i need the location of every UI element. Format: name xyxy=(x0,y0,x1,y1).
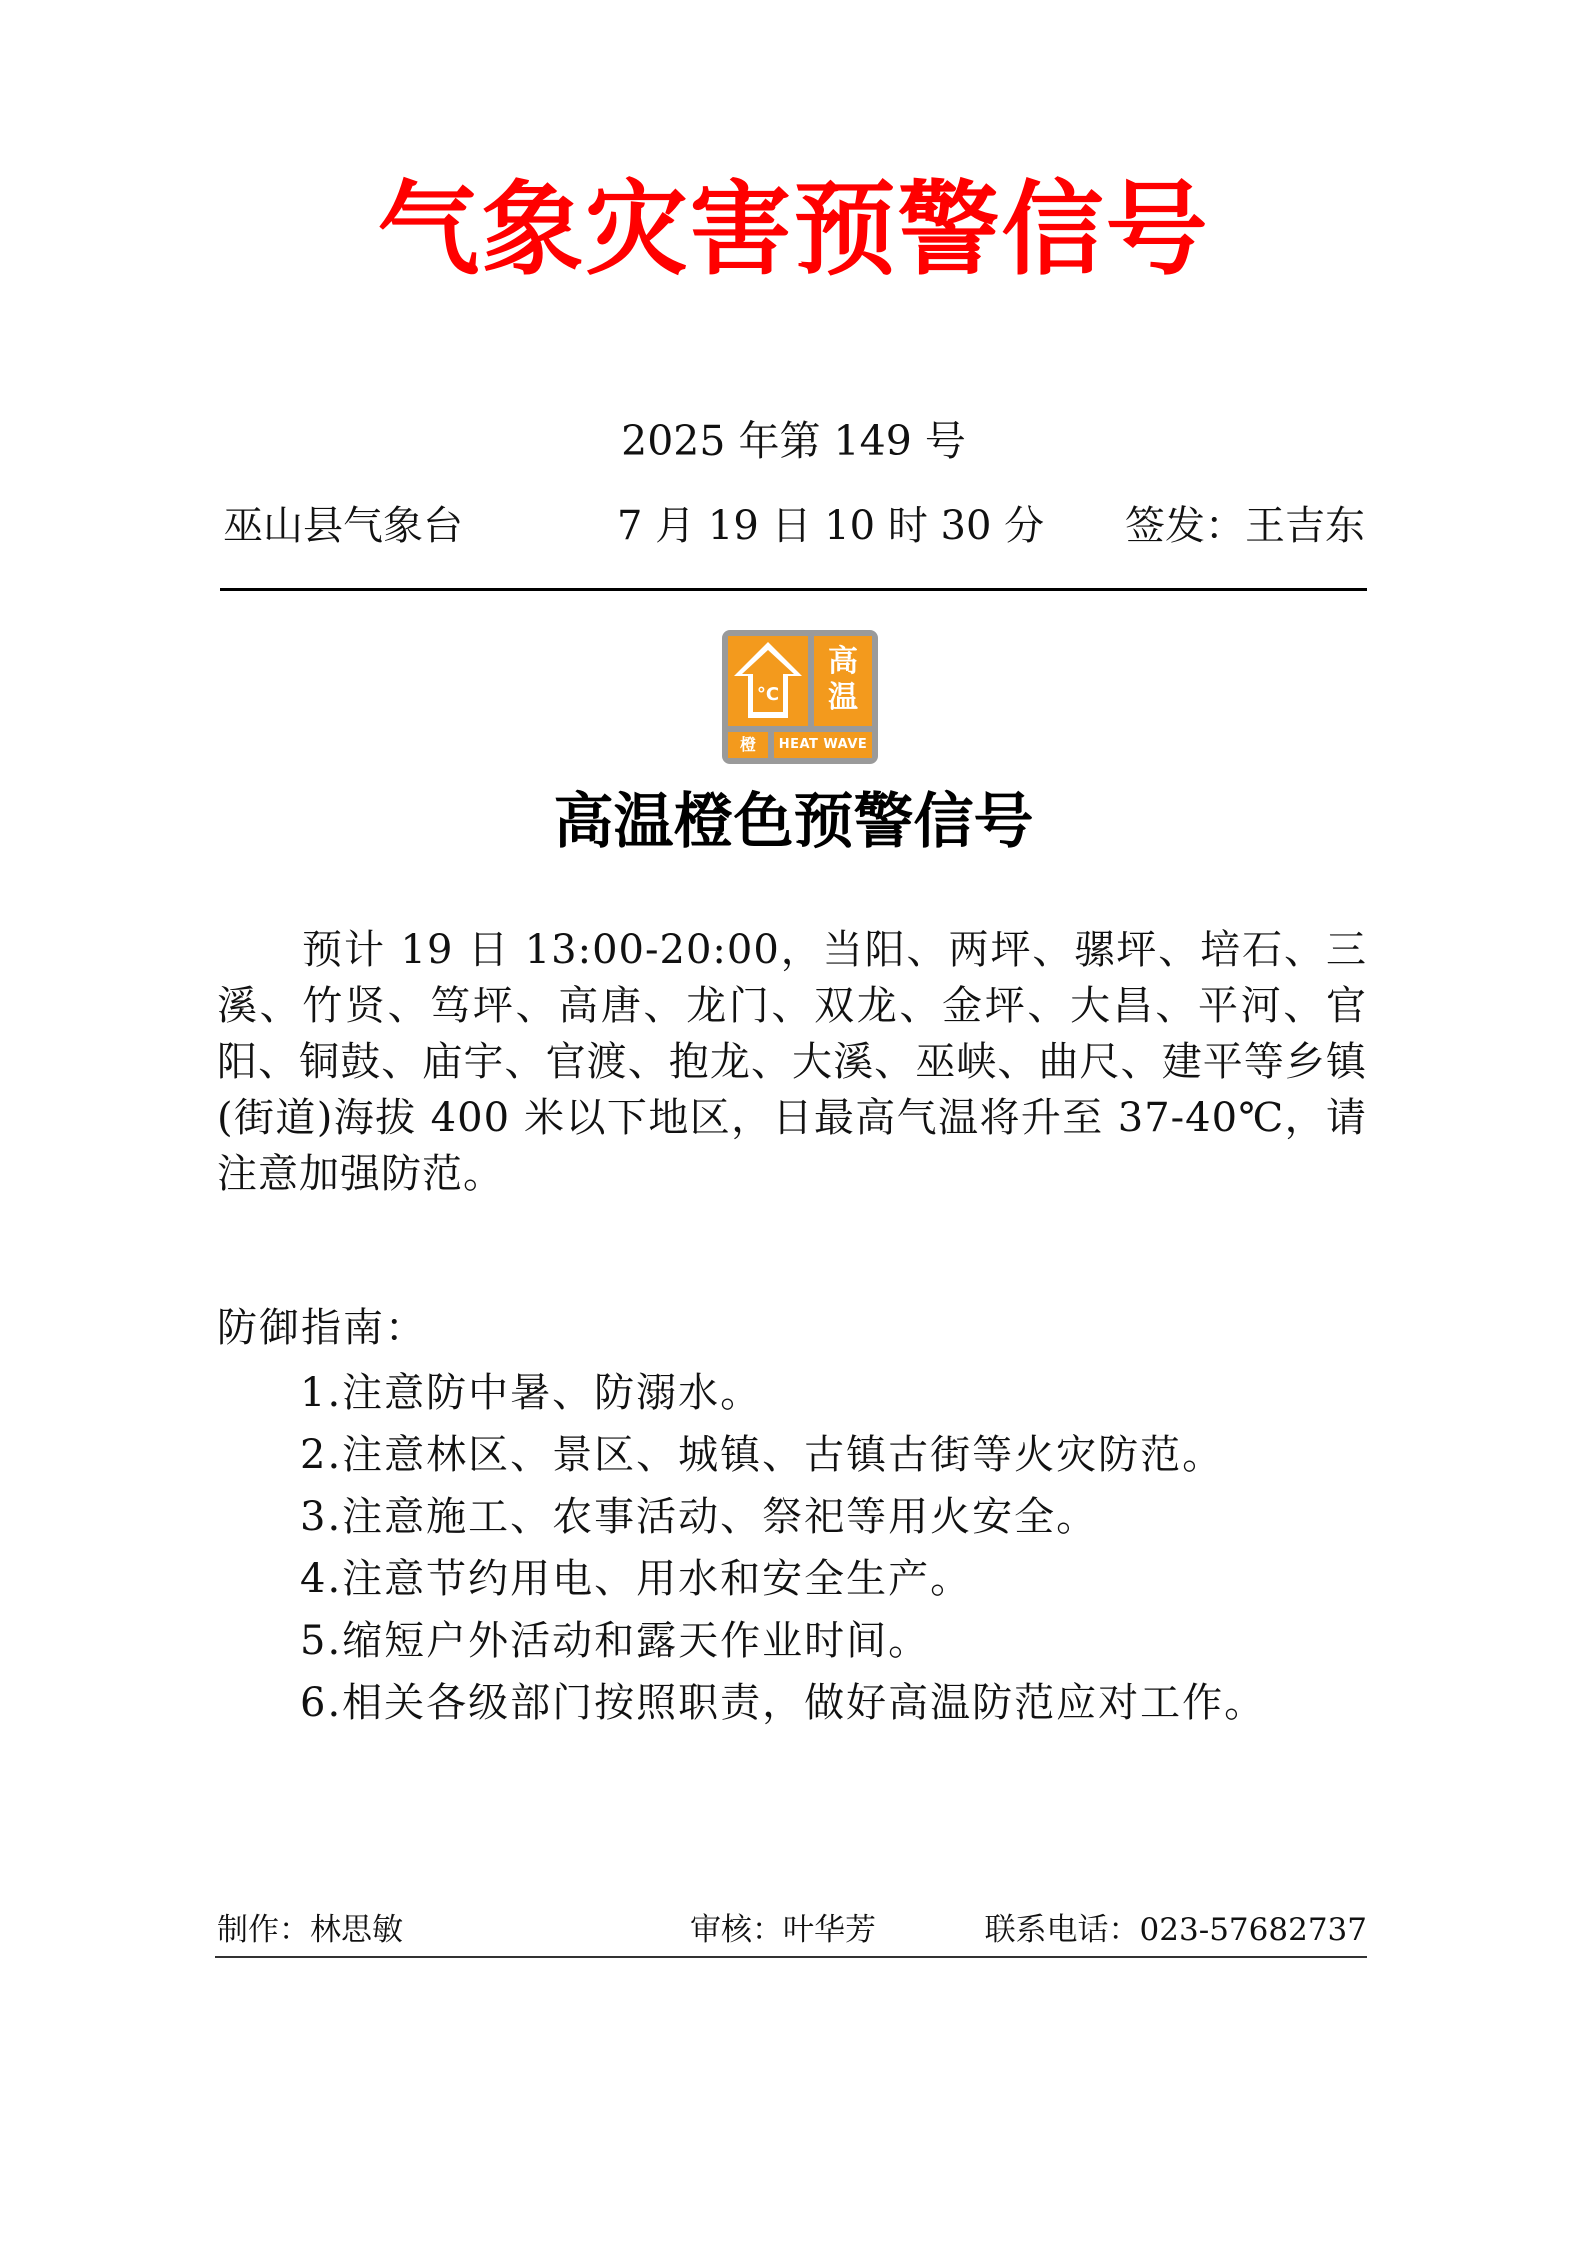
warning-level-char: 橙 xyxy=(728,732,768,758)
page-title: 气象灾害预警信号 xyxy=(377,170,1210,290)
house-arrow-icon xyxy=(728,636,808,726)
heat-wave-orange-warning-icon xyxy=(722,630,878,764)
heat-wave-english-label: HEAT WAVE xyxy=(774,732,872,758)
signal-title: 高温橙色预警信号 xyxy=(553,787,1034,857)
issue-time: 7 月 19 日 10 时 30 分 xyxy=(617,503,1045,549)
defense-guide-heading: 防御指南： xyxy=(217,1305,427,1351)
forecast-paragraph: 预计 19 日 13:00-20:00，当阳、两坪、骡坪、培石、三溪、竹贤、笃坪、高唐、龙门、双龙、金坪、大昌、平河、官阳、铜鼓、庙宇、官渡、抱龙、大溪、巫峡、曲尺、建平等乡镇(街道)海拔 400 米以下地区，日最高气温将升至 37-40℃，请注意加强防范。 xyxy=(217,927,1367,1197)
defense-guide-item: 3.注意施工、农事活动、祭祀等用火安全。 xyxy=(300,1494,1099,1540)
heat-label-char-2: 温 xyxy=(828,680,858,715)
defense-guide-item: 4.注意节约用电、用水和安全生产。 xyxy=(300,1556,973,1602)
defense-guide-list xyxy=(300,1362,1266,1734)
house-thermometer-icon xyxy=(728,636,808,726)
defense-guide-item: 6.相关各级部门按照职责，做好高温防范应对工作。 xyxy=(300,1680,1267,1726)
footer-reviewer: 审核：叶华芳 xyxy=(690,1912,876,1948)
defense-guide-item: 5.缩短户外活动和露天作业时间。 xyxy=(300,1618,931,1664)
heat-label-panel xyxy=(814,636,872,726)
defense-guide-item: 2.注意林区、景区、城镇、古镇古街等火灾防范。 xyxy=(300,1432,1225,1478)
footer-producer: 制作：林思敏 xyxy=(217,1912,403,1948)
issue-meta-row xyxy=(223,496,1365,556)
heat-label-char-1: 高 xyxy=(828,644,858,679)
issue-number: 2025 年第 149 号 xyxy=(621,417,966,465)
signer: 签发：王吉东 xyxy=(1125,503,1365,549)
footer-divider xyxy=(215,1956,1367,1958)
defense-guide-item: 1.注意防中暑、防溺水。 xyxy=(300,1370,763,1416)
header-divider xyxy=(220,588,1367,591)
footer-row xyxy=(217,1908,1367,1952)
footer-contact: 联系电话：023-57682737 xyxy=(984,1912,1367,1948)
celsius-label: °C xyxy=(756,684,780,705)
issuing-station: 巫山县气象台 xyxy=(223,503,463,549)
